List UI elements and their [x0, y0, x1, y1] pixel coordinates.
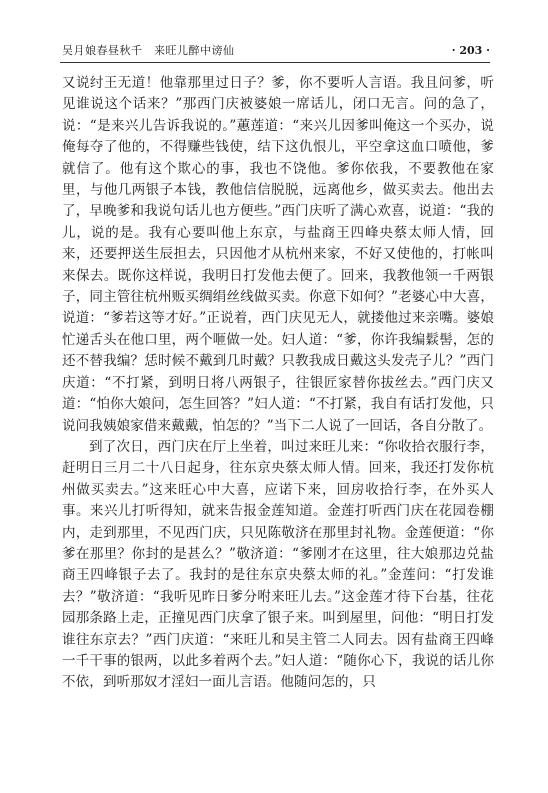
page-header — [62, 40, 490, 60]
body-text — [62, 73, 494, 694]
header-rule — [60, 62, 490, 63]
paragraph: 又说纣王无道！他靠那里过日子？爹，你不要听人言语。我且问爹，听见谁说这个话来？”那西门庆被婆娘一席话儿，闭口无言。问的急了，说：“是来兴儿告诉我说的。”蕙莲道：“来兴儿因爹叫俺这一个买办，说俺每夺了他的，不得赚些钱使，结下这仇恨儿，平空拿这血口喷他，爹就信了。他有这个欺心的事，我也不饶他。爹你依我，不要教他在家里，与他几两银子本钱，教他信信脱脱，远离他乡，做买卖去。他出去了，早晚爹和我说句话儿也方便些。”西门庆听了满心欢喜，说道：“我的儿，说的是。我有心要叫他上东京，与盐商王四峰央蔡太师人情，回来，还要押送生辰担去，只因他才从杭州来家，不好又使他的，打帐叫来保去。既你这样说，我明日打发他去便了。回来，我教他领一千两银子，同主管往杭州贩买绸绢丝线做买卖。你意下如何？”老婆心中大喜，说道：“爹若这等才好。”正说着，西门庆见无人，就搂他过来亲嘴。婆娘忙递舌头在他口里，两个咂做一处。妇人道：“爹，你许我编鬏髻，怎的还不替我编？恁时候不戴到几时戴？只教我成日戴这头发壳子儿？”西门庆道：“不打紧，到明日将八两银子，往银匠家替你拔丝去。”西门庆又道：“怕你大娘问，怎生回答？”妇人道：“不打紧，我自有话打发他，只说问我姨娘家借来戴戴，怕怎的？”当下二人说了一回话，各自分散了。 — [62, 75, 494, 434]
paragraph: 到了次日，西门庆在厅上坐着，叫过来旺儿来：“你收拾衣服行李，赶明日三月二十八日起身，往东京央蔡太师人情。回来，我还打发你杭州做买卖去。”这来旺心中大喜，应诺下来，回房收拾行李，在外买人事。来兴儿打听得知，就来告报金莲知道。金莲打听西门庆在花园卷棚内，走到那里，不见西门庆，只见陈敬济在那里封礼物。金莲便道：“你爹在那里？你封的是甚么？”敬济道：“爹刚才在这里，往大娘那边兑盐商王四峰银子去了。我封的是往东京央蔡太师的礼。”金莲问：“打发谁去？”敬济道：“我听见昨日爹分咐来旺儿去。”这金莲才待下台基，往花园那条路上走，正撞见西门庆拿了银子来。叫到屋里，问他：“明日打发谁往东京去？”西门庆道：“来旺儿和吴主管二人同去。因有盐商王四峰一千干事的银两，以此多着两个去。”妇人道：“随你心下，我说的话儿你不依，到听那奴才淫妇一面儿言语。他随问怎的，只 — [62, 438, 494, 691]
page-number: · 203 · — [451, 43, 490, 57]
running-title: 吴月娘春昼秋千 来旺儿醉中谤仙 — [62, 44, 235, 57]
